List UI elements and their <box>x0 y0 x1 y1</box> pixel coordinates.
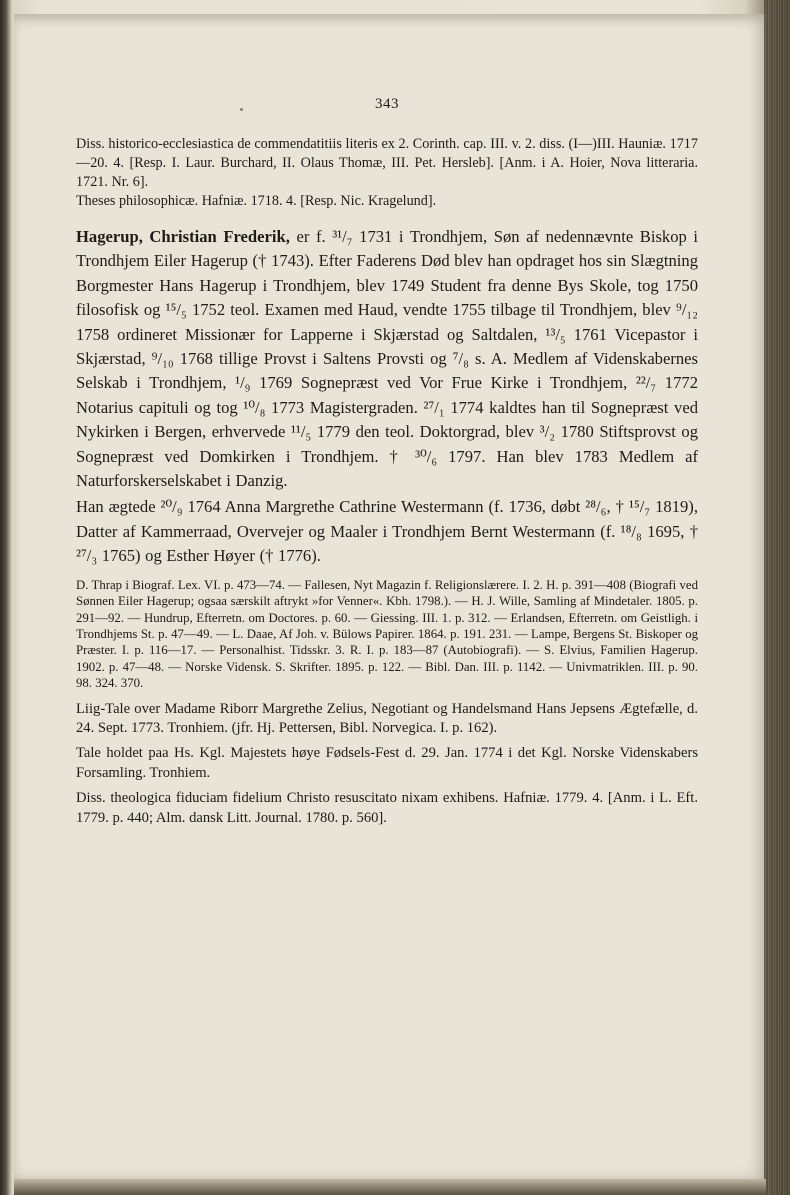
entry-biography: er f. ³¹/₇ 1731 i Trondhjem, Søn af nedennævnte Biskop i Trondhjem Eiler Hagerup († 1743). Efter Faderens Død blev han opdraget hos sin Slægtning Borgmester Hans Hagerup i Trondhjem, blev 1749 Student fra denne Bys Skole, tog 1750 filosofisk og ¹⁵/₅ 1752 teol. Examen med Haud, vendte 1755 tilbage til Trondhjem, blev ⁹/₁₂ 1758 ordineret Missionær for Lapperne i Skjærstad og Saltdalen, ¹³/₅ 1761 Vicepastor i Skjærstad, ⁹/₁₀ 1768 tillige Provst i Saltens Provsti og ⁷/₈ s. A. Medlem af Videnskabernes Selskab i Trondhjem, ¹/₉ 1769 Sognepræst ved Vor Frue Kirke i Trondhjem, ²²/₇ 1772 Notarius capituli og tog ¹⁰/₈ 1773 Magistergraden. ²⁷/₁ 1774 kaldtes han til Sognepræst ved Nykirken i Bergen, erhvervede ¹¹/₅ 1779 den teol. Doktorgrad, blev ³/₂ 1780 Stiftsprovst og Sognepræst ved Domkirken i Trondhjem. † ³⁰/₆ 1797. Han blev 1783 Medlem af Naturforskerselskabet i Danzig. <box>76 227 699 491</box>
intro-works <box>76 135 698 211</box>
page-number: 343 <box>375 96 399 112</box>
work-3: Diss. theologica fiduciam fidelium Christo resuscitato nixam exhibens. Hafniæ. 1779. 4. [Anm. i L. Eft. 1779. p. 440; Alm. dansk Litt. Journal. 1780. p. 560]. <box>76 790 698 826</box>
page-edge-bottom <box>14 1179 766 1195</box>
references: D. Thrap i Biograf. Lex. VI. p. 473—74. — Fallesen, Nyt Magazin f. Religionslærere. I. 2. H. p. 391—408 (Biografi ved Sønnen Eiler Hagerup; ogsaa særskilt aftrykt »for Venner«. Kbh. 1798.). — H. J. Wille, Samling af Mindetaler. 1805. p. 291—92. — Hundrup, Efterretn. om Doctores. p. 60. — Giessing. III. 1. p. 312. — Erlandsen, Efterretn. om Geistligh. i Trondhjems St. p. 47—49. — L. Daae, Af Joh. v. Bülows Papirer. 1864. p. 191. 231. — Lampe, Bergens St. Biskoper og Præster. I. p. 116—17. — Personalhist. Tidsskr. 3. R. I. p. 183—87 (Autobiografi). — S. Elvius, Familien Hagerup. 1902. p. 47—48. — Norske Vidensk. S. Skrifter. 1895. p. 122. — Bibl. Dan. III. p. 1142. — Univmatriklen. III. p. 90. 98. 324. 370. <box>76 577 698 691</box>
biography-paragraph <box>76 225 698 493</box>
works-list <box>76 700 698 828</box>
intro-work-1: Diss. historico-ecclesiastica de commendatitiis literis ex 2. Corinth. cap. III. v. 2. diss. (I—)III. Hauniæ. 1717—20. 4. [Resp. I. Laur. Burchard, II. Olaus Thomæ, III. Pet. Hersleb]. [Anm. i A. Hoier, Nova litteraria. 1721. Nr. 6]. <box>76 136 698 190</box>
work-1: Liig-Tale over Madame Riborr Margrethe Zelius, Negotiant og Handelsmand Hans Jepsens Ægtefælle, d. 24. Sept. 1773. Tronhiem. (jfr. Hj. Pettersen, Bibl. Norvegica. I. p. 162). <box>76 700 698 736</box>
marriage-paragraph: Han ægtede ²⁰/₉ 1764 Anna Margrethe Cathrine Westermann (f. 1736, døbt ²⁸/₆, † ¹⁵/₇ 1819), Datter af Kammerraad, Overvejer og Maaler i Trondhjem Bernt Westermann (f. ¹⁸/₈ 1695, † ²⁷/₃ 1765) og Esther Høyer († 1776). <box>76 497 698 566</box>
spacer <box>76 217 698 225</box>
work-2: Tale holdet paa Hs. Kgl. Majestets høye Fødsels-Fest d. 29. Jan. 1774 i det Kgl. Norske Videnskabers Forsamling. Tronhiem. <box>76 745 698 781</box>
page-content <box>76 96 698 834</box>
page-edge-right <box>764 0 790 1195</box>
entry-name: Hagerup, Christian Frederik, <box>76 227 290 246</box>
intro-work-2: Theses philosophicæ. Hafniæ. 1718. 4. [Resp. Nic. Kragelund]. <box>76 193 437 209</box>
